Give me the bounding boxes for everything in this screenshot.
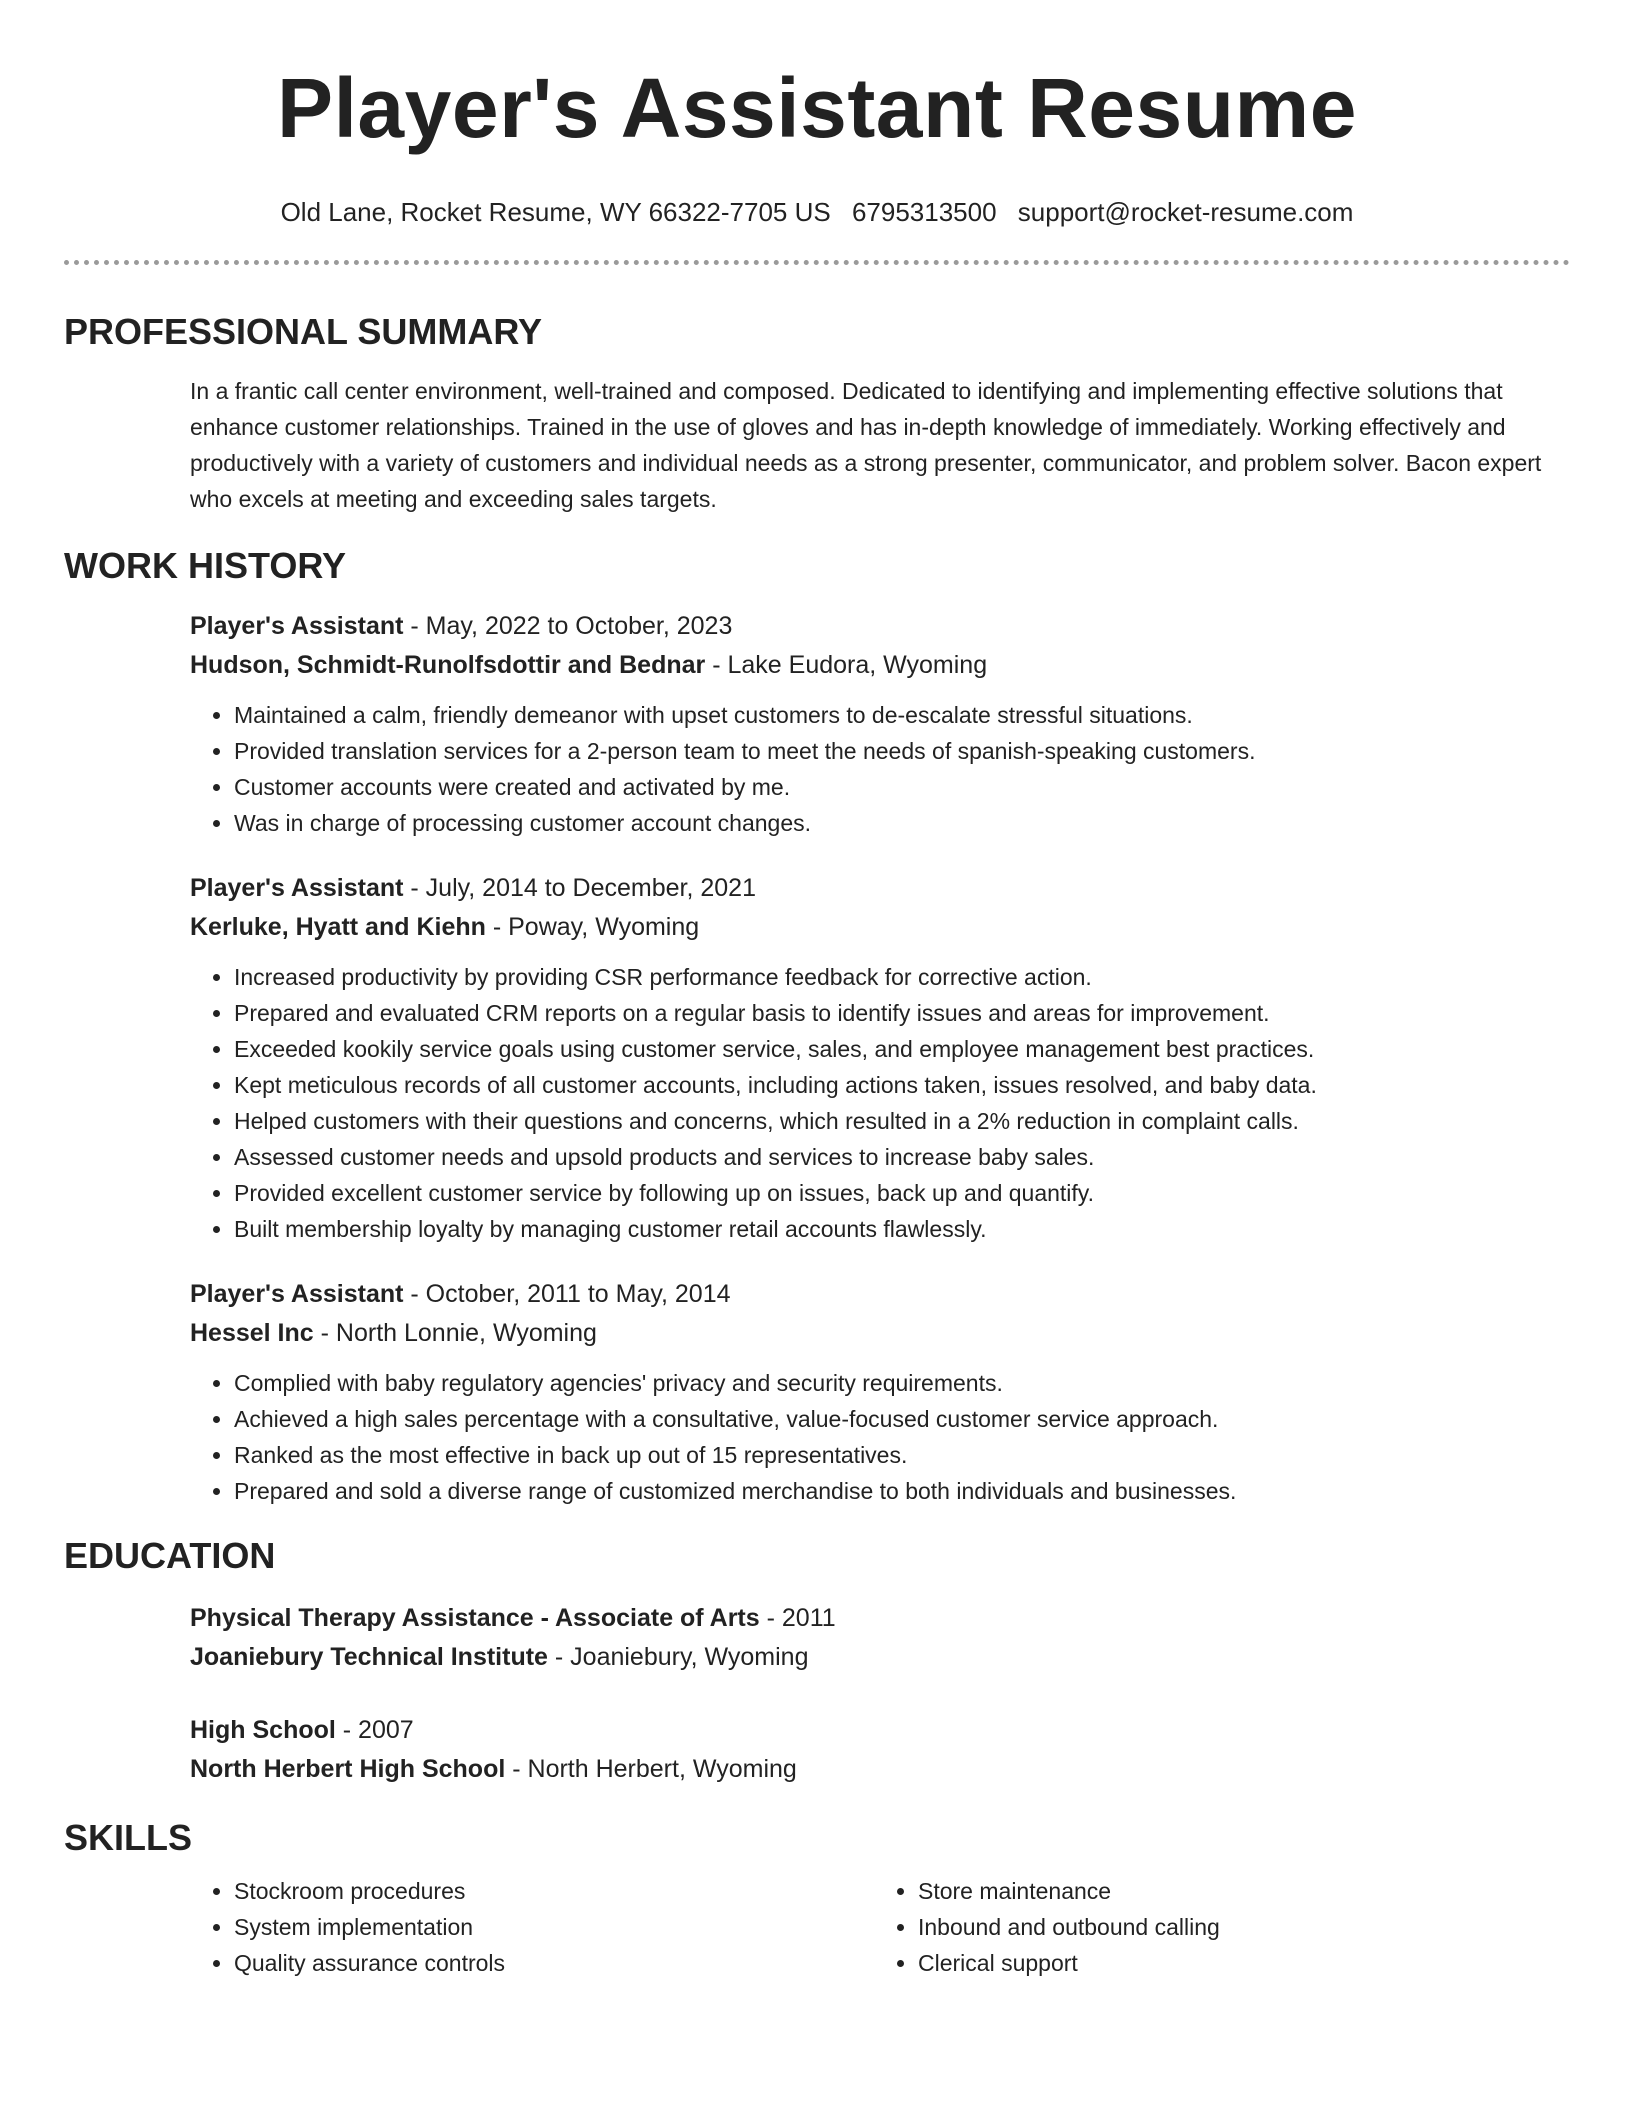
education-year: - 2011 [759, 1604, 836, 1632]
job-bullet: • Assessed customer needs and upsold products and services to increase baby sales. [234, 1139, 1570, 1175]
job-bullet: • Exceeded kookily service goals using customer service, sales, and employee management best practices. [234, 1031, 1570, 1067]
job-bullet: • Ranked as the most effective in back up out of 15 representatives. [234, 1437, 1570, 1473]
job-entry [190, 607, 1570, 841]
resume-title: Player's Assistant Resume [277, 61, 1357, 155]
job-title-line [190, 1275, 1570, 1314]
summary-body [190, 373, 1570, 517]
job-bullet: • Prepared and evaluated CRM reports on a regular basis to identify issues and areas for improvement. [234, 995, 1570, 1031]
skills-section [64, 1817, 1570, 1981]
job-bullet: • Prepared and sold a diverse range of customized merchandise to both individuals and businesses. [234, 1473, 1570, 1509]
skill-item: • Store maintenance [918, 1873, 1558, 1909]
job-bullet: • Achieved a high sales percentage with a consultative, value-focused customer service approach. [234, 1401, 1570, 1437]
job-company: Hudson, Schmidt-Runolfsdottir and Bednar [190, 651, 706, 679]
job-entry [190, 1275, 1570, 1509]
job-title: Player's Assistant [190, 874, 404, 902]
job-bullet: • Maintained a calm, friendly demeanor with upset customers to de-escalate stressful situations. [234, 697, 1570, 733]
contact-email: support@rocket-resume.com [1017, 197, 1354, 227]
education-entry [190, 1711, 1570, 1789]
summary-text: In a frantic call center environment, well-trained and composed. Dedicated to identifying and implementing effective solutions that enhance customer relationships. Trained in the use of gloves and has in-depth knowledge of immediately. Working effectively and productively with a variety of customers and individual needs as a strong presenter, communicator, and problem solver. Bacon expert who excels at meeting and exceeding sales targets. [190, 378, 1542, 512]
job-company-line [190, 908, 1570, 947]
contact-address: Old Lane, Rocket Resume, WY 66322-7705 US [280, 197, 831, 227]
education-entry [190, 1599, 1570, 1677]
work-heading: WORK HISTORY [64, 545, 347, 586]
education-school: North Herbert High School [190, 1755, 506, 1783]
education-degree-line [190, 1711, 1570, 1750]
job-bullet: • Kept meticulous records of all customer accounts, including actions taken, issues resolved, and baby data. [234, 1067, 1570, 1103]
education-degree: Physical Therapy Assistance - Associate of Arts [190, 1604, 760, 1632]
job-title-line [190, 607, 1570, 646]
education-school: Joaniebury Technical Institute [190, 1643, 548, 1671]
skill-item: • Inbound and outbound calling [918, 1909, 1558, 1945]
job-title: Player's Assistant [190, 1280, 404, 1308]
skills-column-right [874, 1873, 1558, 1981]
skills-column-left [190, 1873, 874, 1981]
education-year: - 2007 [335, 1716, 414, 1744]
skill-item: • Stockroom procedures [234, 1873, 874, 1909]
education-degree-line [190, 1599, 1570, 1638]
job-title-line [190, 869, 1570, 908]
job-location: - Poway, Wyoming [485, 913, 700, 941]
skill-item: • System implementation [234, 1909, 874, 1945]
job-dates: - May, 2022 to October, 2023 [403, 612, 733, 640]
resume-page [64, 0, 1570, 1981]
skills-body [190, 1873, 1570, 1981]
job-company-line [190, 646, 1570, 685]
job-bullets [190, 697, 1570, 841]
job-company: Kerluke, Hyatt and Kiehn [190, 913, 486, 941]
work-body [190, 607, 1570, 1509]
education-location: - North Herbert, Wyoming [505, 1755, 797, 1783]
job-bullet: • Built membership loyalty by managing customer retail accounts flawlessly. [234, 1211, 1570, 1247]
job-bullet: • Customer accounts were created and activated by me. [234, 769, 1570, 805]
summary-heading: PROFESSIONAL SUMMARY [64, 311, 543, 352]
education-school-line [190, 1750, 1570, 1789]
job-bullet: • Provided excellent customer service by following up on issues, back up and quantify. [234, 1175, 1570, 1211]
education-section [64, 1535, 1570, 1789]
header-divider [64, 260, 1570, 265]
work-section [64, 545, 1570, 1509]
job-bullet: • Increased productivity by providing CSR performance feedback for corrective action. [234, 959, 1570, 995]
contact-phone: 6795313500 [851, 197, 997, 227]
skills-heading: SKILLS [64, 1817, 193, 1858]
job-dates: - July, 2014 to December, 2021 [403, 874, 756, 902]
job-company: Hessel Inc [190, 1319, 314, 1347]
job-bullets [190, 959, 1570, 1247]
job-bullets [190, 1365, 1570, 1509]
job-bullet: • Complied with baby regulatory agencies' privacy and security requirements. [234, 1365, 1570, 1401]
skill-item: • Quality assurance controls [234, 1945, 874, 1981]
education-degree: High School [190, 1716, 336, 1744]
education-location: - Joaniebury, Wyoming [547, 1643, 809, 1671]
skill-item: • Clerical support [918, 1945, 1558, 1981]
summary-section [64, 311, 1570, 517]
job-bullet: • Provided translation services for a 2-person team to meet the needs of spanish-speaking customers. [234, 733, 1570, 769]
job-entry [190, 869, 1570, 1247]
skills-grid [190, 1873, 1570, 1981]
job-company-line [190, 1314, 1570, 1353]
contact-line [64, 196, 1570, 228]
job-dates: - October, 2011 to May, 2014 [403, 1280, 731, 1308]
job-bullet: • Helped customers with their questions and concerns, which resulted in a 2% reduction in complaint calls. [234, 1103, 1570, 1139]
education-heading: EDUCATION [64, 1535, 276, 1576]
education-school-line [190, 1638, 1570, 1677]
job-location: - Lake Eudora, Wyoming [705, 651, 988, 679]
job-title: Player's Assistant [190, 612, 404, 640]
job-bullet: • Was in charge of processing customer account changes. [234, 805, 1570, 841]
education-body [190, 1599, 1570, 1789]
job-location: - North Lonnie, Wyoming [313, 1319, 597, 1347]
